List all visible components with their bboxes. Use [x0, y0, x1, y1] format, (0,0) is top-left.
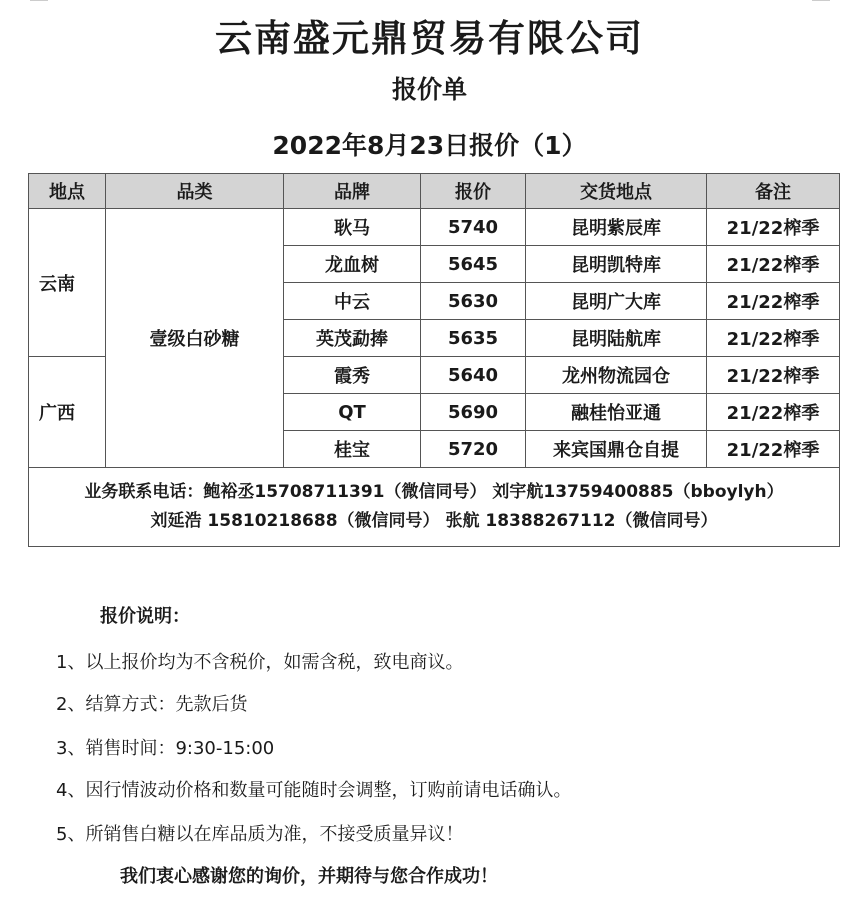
brand-cell: 桂宝	[284, 431, 421, 468]
delivery-cell: 昆明陆航库	[526, 320, 707, 357]
remark-cell: 21/22榨季	[707, 431, 840, 468]
column-header-price: 报价	[421, 174, 526, 209]
contact-row	[29, 468, 840, 547]
brand-cell: QT	[284, 394, 421, 431]
brand-cell: 耿马	[284, 209, 421, 246]
contact-cell	[29, 468, 840, 547]
closing-message: 我们衷心感谢您的询价，并期待与您合作成功！	[120, 866, 498, 887]
document-title: 报价单	[391, 75, 467, 104]
column-header-brand: 品牌	[284, 174, 421, 209]
brand-cell: 英茂勐捧	[284, 320, 421, 357]
price-cell: 5740	[421, 209, 526, 246]
column-header-delivery: 交货地点	[526, 174, 707, 209]
price-cell: 5635	[421, 320, 526, 357]
notes-title: 报价说明：	[100, 606, 190, 627]
price-table	[28, 173, 840, 547]
note-item: 3、销售时间：9:30-15:00	[56, 738, 275, 759]
delivery-cell: 来宾国鼎仓自提	[526, 431, 707, 468]
brand-cell: 中云	[284, 283, 421, 320]
note-item: 2、结算方式：先款后货	[56, 694, 248, 715]
delivery-cell: 昆明紫辰库	[526, 209, 707, 246]
price-cell: 5640	[421, 357, 526, 394]
brand-cell: 霞秀	[284, 357, 421, 394]
corner-mark-left	[30, 0, 48, 5]
column-header-location: 地点	[29, 174, 106, 209]
price-cell: 5630	[421, 283, 526, 320]
delivery-cell: 融桂怡亚通	[526, 394, 707, 431]
province-cell: 广西	[29, 357, 106, 468]
note-item: 5、所销售白糖以在库品质为准，不接受质量异议！	[56, 824, 464, 845]
delivery-cell: 昆明广大库	[526, 283, 707, 320]
note-item: 1、以上报价均为不含税价，如需含税，致电商议。	[56, 652, 464, 673]
company-name: 云南盛元鼎贸易有限公司	[215, 17, 644, 60]
corner-mark-right	[812, 0, 830, 5]
remark-cell: 21/22榨季	[707, 320, 840, 357]
contact-line-2: 刘延浩 15810218688（微信同号） 张航 18388267112（微信同号）	[150, 511, 718, 531]
quote-date: 2022年8月23日报价（1）	[272, 131, 587, 160]
table-row	[29, 209, 840, 246]
price-cell: 5690	[421, 394, 526, 431]
brand-cell: 龙血树	[284, 246, 421, 283]
column-header-category: 品类	[106, 174, 284, 209]
remark-cell: 21/22榨季	[707, 246, 840, 283]
remark-cell: 21/22榨季	[707, 357, 840, 394]
price-cell: 5720	[421, 431, 526, 468]
table-header-row	[29, 174, 840, 209]
price-cell: 5645	[421, 246, 526, 283]
contact-line-1: 业务联系电话：鲍裕丞15708711391（微信同号） 刘宇航13759400885（bboylyh）	[84, 482, 784, 502]
remark-cell: 21/22榨季	[707, 209, 840, 246]
category-cell: 壹级白砂糖	[106, 209, 284, 468]
remark-cell: 21/22榨季	[707, 394, 840, 431]
delivery-cell: 龙州物流园仓	[526, 357, 707, 394]
remark-cell: 21/22榨季	[707, 283, 840, 320]
column-header-remark: 备注	[707, 174, 840, 209]
province-cell: 云南	[29, 209, 106, 357]
delivery-cell: 昆明凯特库	[526, 246, 707, 283]
note-item: 4、因行情波动价格和数量可能随时会调整，订购前请电话确认。	[56, 780, 572, 801]
